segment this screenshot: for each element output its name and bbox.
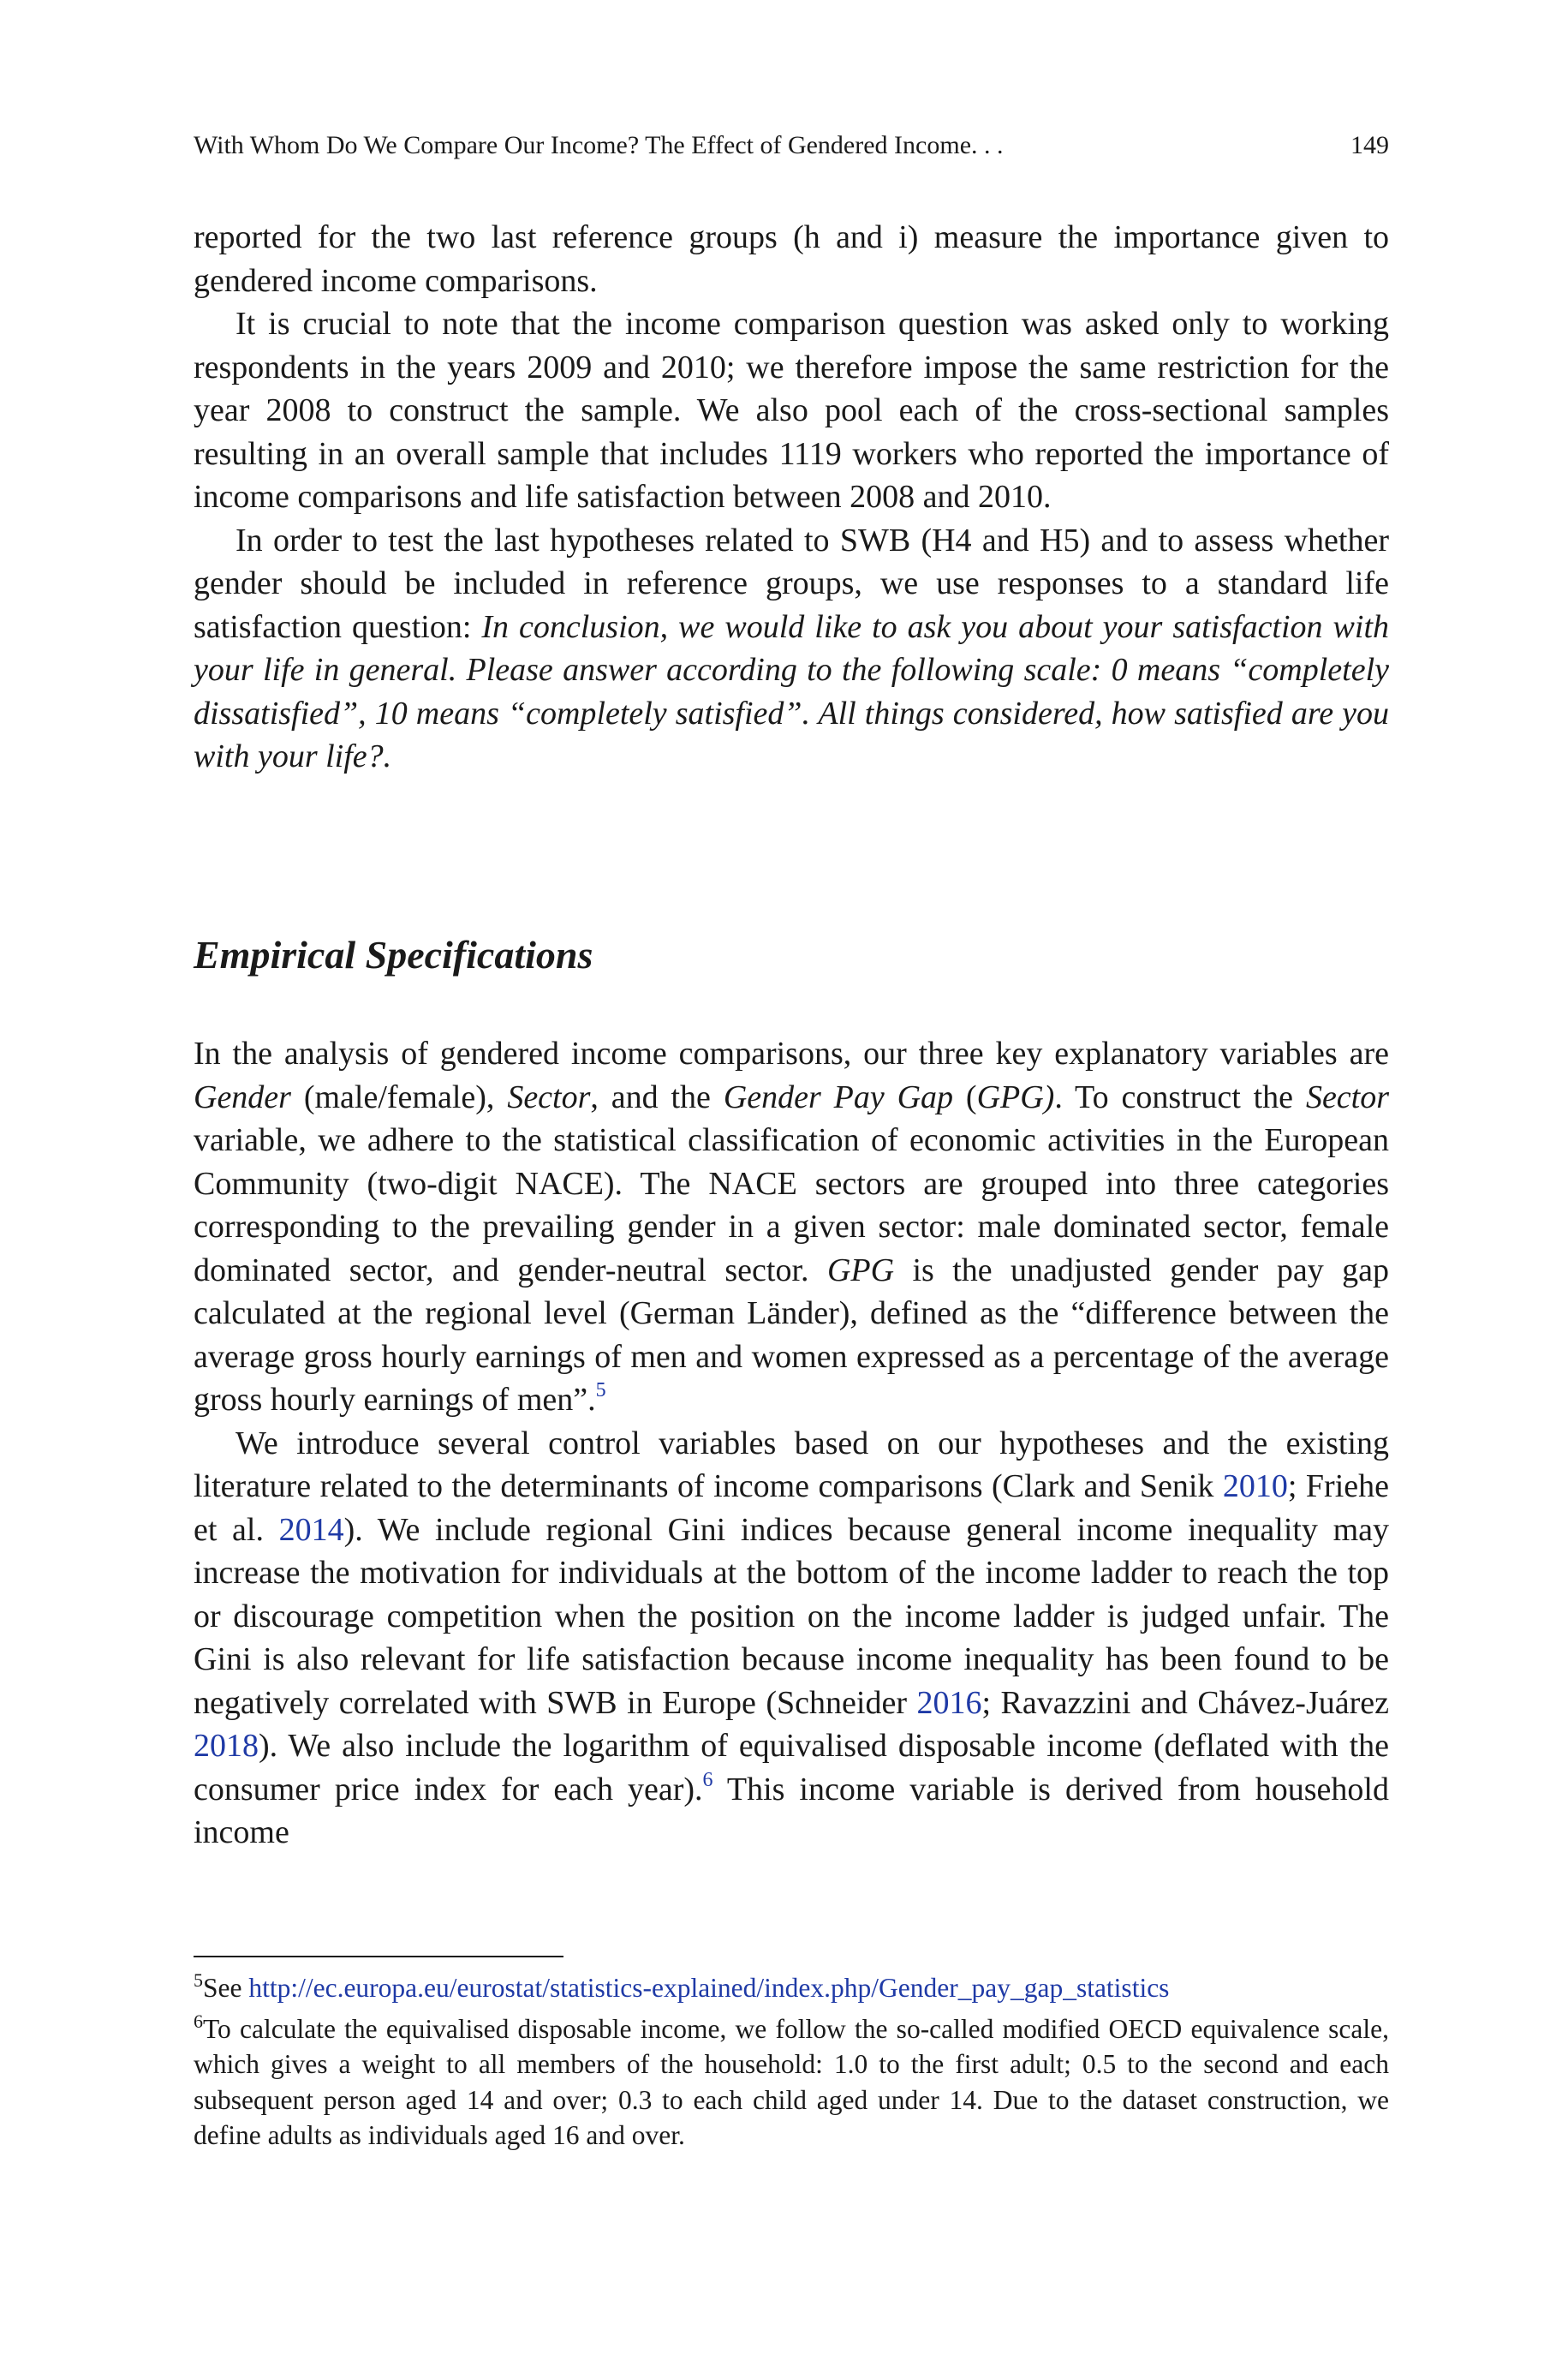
text-run: ( — [953, 1078, 977, 1115]
citation-link[interactable]: 2014 — [278, 1511, 344, 1548]
text-run: . To construct the — [1054, 1078, 1306, 1115]
citation-link[interactable]: 2010 — [1222, 1468, 1288, 1504]
text-run: ). We also include the logarithm of equivalised disposable income (deflated with the consumer price index for each year). — [194, 1728, 1389, 1807]
paragraph-sample: It is crucial to note that the income comparison question was asked only to working respondents in the years 2009 and 2010; we therefore impose the same restriction for the year 2008 to construct the sample. We also pool each of the cross-sectional samples resulting in an overall sample that includes 1119 workers who reported the importance of income comparisons and life satisfaction between 2008 and 2010. — [194, 306, 1389, 515]
footnote-divider — [194, 1956, 563, 1957]
text-run: variable, we adhere to the statistical classification of economic activities in the European Community (two-digit NACE). The NACE sectors are grouped into three categories corresponding to the prevailing gender in a given sector: male dominated sector, female dominated sector, and gender-neutral sector. — [194, 1122, 1389, 1288]
text-run: (male/female), — [290, 1078, 508, 1115]
citation-link[interactable]: 2016 — [916, 1684, 982, 1721]
footnote-5 — [194, 1970, 1389, 2006]
survey-question: In conclusion, we would like to ask you about your satisfaction with your life in general. Please answer according to the following scale: 0 means “completely dissatisfied”, 10 means “completely satisfied”. All things considered, how satisfied are you with your life?. — [194, 608, 1390, 774]
text-run: ; Ravazzini and Chávez-Juárez — [981, 1684, 1390, 1721]
text-run: ; Friehe et al. — [194, 1468, 1390, 1548]
footnote-text: See — [203, 1973, 249, 2003]
term-gpg: GPG) — [976, 1078, 1055, 1115]
footnote-mark: 6 — [194, 2010, 203, 2032]
text-run: ). We include regional Gini indices because general income inequality may increase the motivation for individuals at the bottom of the income ladder to reach the top or discourage competition when the position on the income ladder is judged unfair. The Gini is also relevant for life satisfaction because income inequality has been found to be negatively correlated with SWB in Europe (Schneider — [194, 1511, 1389, 1721]
page-number: 149 — [1350, 131, 1389, 159]
footnotes — [194, 1970, 1389, 2159]
footnote-ref-6[interactable]: 6 — [702, 1768, 713, 1791]
section-heading: Empirical Specifications — [194, 933, 593, 977]
term-sector: Sector — [507, 1078, 591, 1115]
footnote-text: To calculate the equivalised disposable income, we follow the so-called modified OECD equivalence scale, which gives a weight to all members of the household: 1.0 to the first adult; 0.5 to the second and each subsequent person aged 14 and over; 0.3 to each child aged under 14. Due to the dataset construction, we define adults as individuals aged 16 and over. — [194, 2013, 1389, 2150]
footnote-ref-5[interactable]: 5 — [595, 1379, 606, 1401]
text-run: , and the — [590, 1078, 724, 1115]
paragraph-text: In order to test the last hypotheses related to SWB (H4 and H5) and to assess whether gender should be included in reference groups, we use responses to a standard life satisfaction question: — [194, 522, 1389, 645]
term-gpg: GPG — [826, 1252, 895, 1288]
paragraph-continuation: reported for the two last reference groups (h and i) measure the importance given to gendered income comparisons. — [194, 219, 1389, 299]
text-run: In the analysis of gendered income comparisons, our three key explanatory variables are — [194, 1036, 1389, 1072]
footnote-6 — [194, 2011, 1389, 2154]
paragraph-life-satisfaction — [194, 519, 1389, 779]
top-text-block — [194, 216, 1389, 779]
footnote-mark: 5 — [194, 1969, 203, 1991]
citation-link[interactable]: 2018 — [194, 1728, 259, 1764]
paragraph-variables — [194, 1032, 1389, 1422]
section-body — [194, 1032, 1389, 1855]
text-run: We introduce several control variables based on our hypotheses and the existing literature related to the determinants of income comparisons (Clark and Senik — [194, 1425, 1389, 1504]
term-gender: Gender — [194, 1078, 291, 1115]
eurostat-link[interactable]: http://ec.europa.eu/eurostat/statistics-explained/index.php/Gender_pay_gap_statistics — [248, 1973, 1170, 2003]
paragraph-controls — [194, 1422, 1389, 1855]
term-sector: Sector — [1305, 1078, 1390, 1115]
running-title: With Whom Do We Compare Our Income? The Effect of Gendered Income. . . — [194, 131, 1004, 159]
text-run: This income variable is derived from household income — [194, 1771, 1389, 1850]
term-gender-pay-gap: Gender Pay Gap — [723, 1078, 954, 1115]
text-run: is the unadjusted gender pay gap calculated at the regional level (German Länder), defined as the “difference between the average gross hourly earnings of men and women expressed as a percentage of the average gross hourly earnings of men”. — [194, 1252, 1390, 1418]
